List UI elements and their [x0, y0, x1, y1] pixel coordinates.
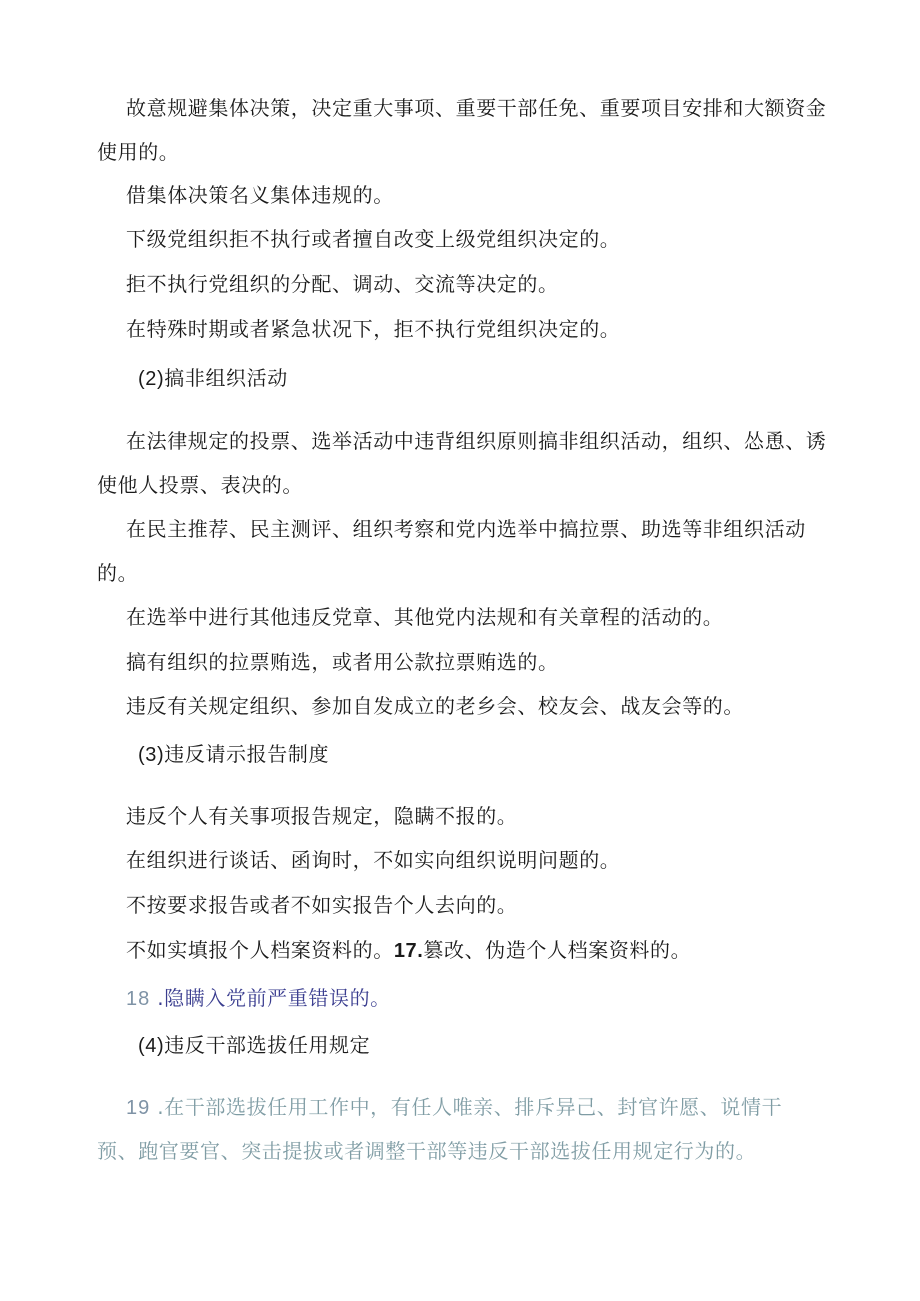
paragraph: [126, 936, 691, 965]
paragraph-line: 使他人投票、表决的。: [97, 473, 303, 497]
item-number: 18: [126, 988, 151, 1010]
paragraph: 在选举中进行其他违反党章、其他党内法规和有关章程的活动的。: [126, 605, 724, 629]
paragraph: 拒不执行党组织的分配、调动、交流等决定的。: [126, 272, 559, 296]
paragraph: 借集体决策名义集体违规的。: [126, 183, 394, 207]
numbered-item-19: [126, 1093, 782, 1122]
item-text: .隐瞒入党前严重错误的。: [157, 986, 391, 1010]
paragraph-text: 篡改、伪造个人档案资料的。: [423, 938, 692, 962]
paragraph-line: 故意规避集体决策，决定重大事项、重要干部任免、重要项目安排和大额资金: [126, 96, 827, 120]
paragraph: 违反有关规定组织、参加自发成立的老乡会、校友会、战友会等的。: [126, 694, 744, 718]
paragraph-line: 在法律规定的投票、选举活动中违背组织原则搞非组织活动，组织、怂恿、诱: [126, 429, 827, 453]
item-number: 17.: [393, 940, 424, 962]
paragraph-line: 在民主推荐、民主测评、组织考察和党内选举中搞拉票、助选等非组织活动: [126, 517, 806, 541]
paragraph: 搞有组织的拉票贿选，或者用公款拉票贿选的。: [126, 650, 559, 674]
paragraph: 在特殊时期或者紧急状况下，拒不执行党组织决定的。: [126, 317, 621, 341]
numbered-item-18: [126, 984, 391, 1013]
paragraph: 不按要求报告或者不如实报告个人去向的。: [126, 893, 518, 917]
paragraph-line: 的。: [97, 561, 139, 585]
paragraph: 违反个人有关事项报告规定，隐瞒不报的。: [126, 804, 518, 828]
item-text: .在干部选拔任用工作中，有任人唯亲、排斥异己、封官许愿、说情干: [157, 1095, 783, 1119]
paragraph-line: 使用的。: [97, 140, 180, 164]
paragraph-line: 预、跑官要官、突击提拔或者调整干部等违反干部选拔任用规定行为的。: [97, 1139, 757, 1163]
section-heading: (4)违反干部选拔任用规定: [138, 1035, 371, 1057]
paragraph: 下级党组织拒不执行或者擅自改变上级党组织决定的。: [126, 227, 621, 251]
section-heading: (2)搞非组织活动: [138, 368, 288, 390]
paragraph: 在组织进行谈话、函询时，不如实向组织说明问题的。: [126, 848, 621, 872]
section-heading: (3)违反请示报告制度: [138, 744, 330, 766]
item-number: 19: [126, 1097, 151, 1119]
paragraph-text: 不如实填报个人档案资料的。: [126, 938, 394, 962]
